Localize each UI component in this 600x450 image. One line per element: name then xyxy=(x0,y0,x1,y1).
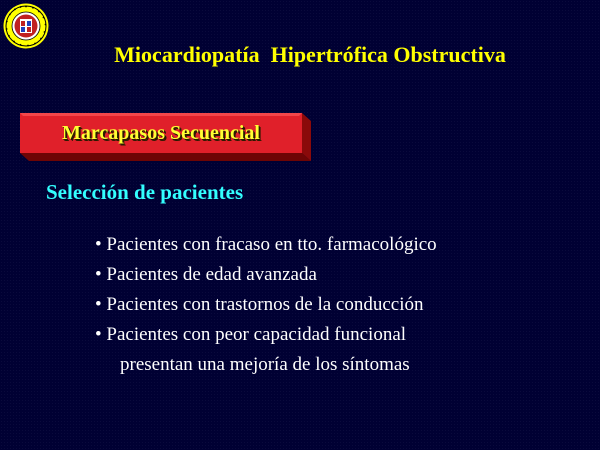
bullet-text: Pacientes con peor capacidad funcional xyxy=(106,324,407,345)
section-banner xyxy=(20,113,315,163)
bullet-icon: • xyxy=(95,234,102,255)
bullet-continuation: presentan una mejoría de los síntomas xyxy=(120,354,410,375)
bullet-text: Pacientes con fracaso en tto. farmacológico xyxy=(106,234,437,255)
slide-title: Miocardiopatía Hipertrófica Obstructiva xyxy=(114,42,506,67)
bullet-icon: • xyxy=(95,324,102,345)
bullet-list xyxy=(95,230,437,380)
bullet-text: Pacientes de edad avanzada xyxy=(106,264,317,285)
section-subheading: Selección de pacientes xyxy=(46,180,244,204)
list-item xyxy=(95,260,437,290)
bullet-icon: • xyxy=(95,294,102,315)
list-item xyxy=(95,230,437,260)
bullet-text: Pacientes con trastornos de la conducción xyxy=(106,294,424,315)
bullet-icon: • xyxy=(95,264,102,285)
list-item xyxy=(95,290,437,320)
list-item xyxy=(95,320,437,380)
banner-label: Marcapasos Secuencial xyxy=(62,122,260,144)
